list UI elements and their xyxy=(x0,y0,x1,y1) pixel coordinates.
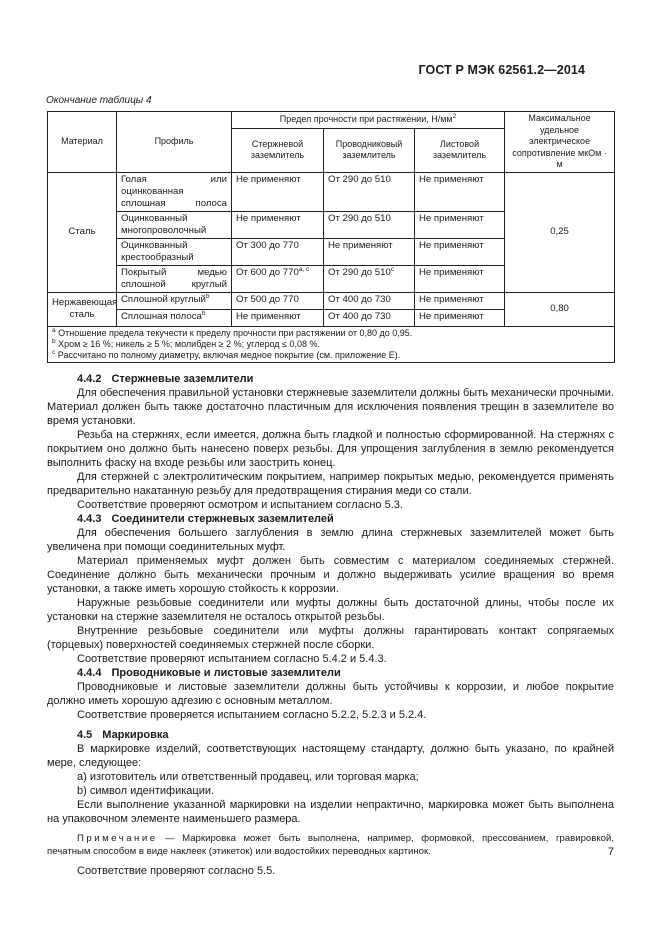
paragraph: Резьба на стержнях, если имеется, должна быть гладкой и полностью сформированной. На стержнях с покрытием оно должно быть нанесено поверх резьбы. Для упрощения заглубления в землю рекомендуется выполнить фаску на входе резьбы или заострить конец. xyxy=(47,429,614,469)
document-body xyxy=(47,372,614,878)
footnote: $^b$ Хром ≥ 16 %; никель ≥ 5 %; молибден ≥ 2 %; углерод ≤ 0,08 %. xyxy=(52,337,320,349)
paragraph: Если выполнение указанной маркировки на изделии непрактично, маркировка может быть выполнена на упаковочном элементе наименьшего размера. xyxy=(47,799,614,825)
paragraph: Материал применяемых муфт должен быть совместим с материалом соединяемых стержней. Соединение должно быть механически прочным и должно выдерживать усилие вращения во время установки, а также иметь хорошую стойкость к коррозии. xyxy=(47,555,614,595)
resistivity-cell: 0,80 xyxy=(505,292,615,326)
resistivity-cell: 0,25 xyxy=(505,172,615,292)
paragraph: Наружные резьбовые соединители или муфты должны быть достаточной длины, чтобы после их установки на стержне заземлителя не осталось открытой резьбы. xyxy=(47,597,614,623)
profile-cell: Сплошной круглый$^b$ xyxy=(117,292,232,309)
rod-cell: От 600 до 770$^{a, c}$ xyxy=(232,265,324,292)
rod-cell: Не применяют xyxy=(232,211,324,238)
table-row xyxy=(48,292,615,309)
wire-cell: От 290 до 510$^c$ xyxy=(324,265,415,292)
footnote: $^c$ Рассчитано по полному диаметру, включая медное покрытие (см. приложение Е). xyxy=(52,348,401,360)
header-resistivity: Максимальное удельное электрическое сопротивление мкОм · м xyxy=(505,112,615,173)
wire-cell: От 290 до 510 xyxy=(324,172,415,211)
list-item: a) изготовитель или ответственный продавец, или торговая марка; xyxy=(77,771,419,783)
plate-cell: Не применяют xyxy=(415,238,505,265)
paragraph: Внутренние резьбовые соединители или муфты должны гарантировать контакт сопрягаемых (торцевых) поверхностей соединяемых стержней после сборки. xyxy=(47,625,614,651)
paragraph: Для обеспечения правильной установки стержневые заземлители должны быть механически прочными. Материал должен быть также достаточно пластичным для исключения появления трещин в заземлителе во время установки. xyxy=(47,387,614,427)
wire-cell: Не применяют xyxy=(324,238,415,265)
rod-cell: От 300 до 770 xyxy=(232,238,324,265)
table-caption: Окончание таблицы 4 xyxy=(46,95,152,106)
paragraph: В маркировке изделий, соответствующих настоящему стандарту, должно быть указано, по крайней мере, следующее: xyxy=(47,743,614,769)
wire-cell: От 400 до 730 xyxy=(324,292,415,309)
plate-cell: Не применяют xyxy=(415,265,505,292)
paragraph: Для стержней с электролитическим покрытием, например покрытых медью, рекомендуется применять предварительно накатанную резьбу для предотвращения стирания меди со стали. xyxy=(47,471,614,497)
list-item: b) символ идентификации. xyxy=(77,785,215,797)
material-cell: Нержавеющая сталь xyxy=(48,292,117,326)
header-material: Материал xyxy=(48,112,117,173)
standard-header: ГОСТ Р МЭК 62561.2—2014 xyxy=(418,63,585,77)
plate-cell: Не применяют xyxy=(415,292,505,309)
table-4 xyxy=(47,111,615,363)
paragraph: Проводниковые и листовые заземлители должны быть устойчивы к коррозии, и любое покрытие должно иметь хорошую адгезию с основным металлом. xyxy=(47,681,614,707)
rod-cell: Не применяют xyxy=(232,172,324,211)
table-footnotes xyxy=(48,326,615,362)
table-row xyxy=(48,172,615,211)
page-number: 7 xyxy=(607,846,614,858)
header-strength-group: Предел прочности при растяжении, $Н/мм^2$ xyxy=(232,112,505,129)
paragraph: Для обеспечения большего заглубления в землю длина стержневых заземлителей может быть увеличена при помощи соединительных муфт. xyxy=(47,527,614,553)
paragraph: Соответствие проверяют согласно 5.5. xyxy=(77,865,276,877)
header-wire: Проводниковый заземлитель xyxy=(324,129,415,172)
plate-cell: Не применяют xyxy=(415,172,505,211)
rod-cell: От 500 до 770 xyxy=(232,292,324,309)
section-heading-4-4-2: 4.4.2 Стержневые заземлители xyxy=(77,373,254,385)
profile-cell: Оцинкованный многопроволочный xyxy=(117,211,232,238)
plate-cell: Не применяют xyxy=(415,309,505,326)
footnote: $^a$ Отношение предела текучести к пределу прочности при растяжении от 0,80 до 0,95. xyxy=(52,326,413,338)
material-cell: Сталь xyxy=(48,172,117,292)
section-heading-4-4-4: 4.4.4 Проводниковые и листовые заземлители xyxy=(77,667,341,679)
header-profile: Профиль xyxy=(117,112,232,173)
paragraph: Соответствие проверяется испытанием согласно 5.2.2, 5.2.3 и 5.2.4. xyxy=(77,709,427,721)
section-heading-4-4-3: 4.4.3 Соединители стержневых заземлителей xyxy=(77,513,334,525)
plate-cell: Не применяют xyxy=(415,211,505,238)
profile-cell: Сплошная полоса$^b$ xyxy=(117,309,232,326)
header-rod: Стержневой заземлитель xyxy=(232,129,324,172)
section-heading-4-5: 4.5 Маркировка xyxy=(77,729,169,741)
profile-cell: Голая или оцинкованная сплошная полоса xyxy=(117,172,232,211)
profile-cell: Покрытый медью сплошной круглый xyxy=(117,265,232,292)
rod-cell: Не применяют xyxy=(232,309,324,326)
wire-cell: От 400 до 730 xyxy=(324,309,415,326)
table-footnotes-row xyxy=(48,326,615,362)
paragraph: Соответствие проверяют испытанием согласно 5.4.2 и 5.4.3. xyxy=(77,653,387,665)
paragraph: Соответствие проверяют осмотром и испытанием согласно 5.3. xyxy=(77,499,403,511)
header-plate: Листовой заземлитель xyxy=(415,129,505,172)
profile-cell: Оцинкованный крестообразный xyxy=(117,238,232,265)
table-header-row xyxy=(48,112,615,129)
note: Примечание — Маркировка может быть выполнена, например, формовкой, прессованием, гравировкой, печатным способом в виде наклеек (этикеток) или водостойких переводных картинок. xyxy=(47,833,614,857)
wire-cell: От 290 до 510 xyxy=(324,211,415,238)
